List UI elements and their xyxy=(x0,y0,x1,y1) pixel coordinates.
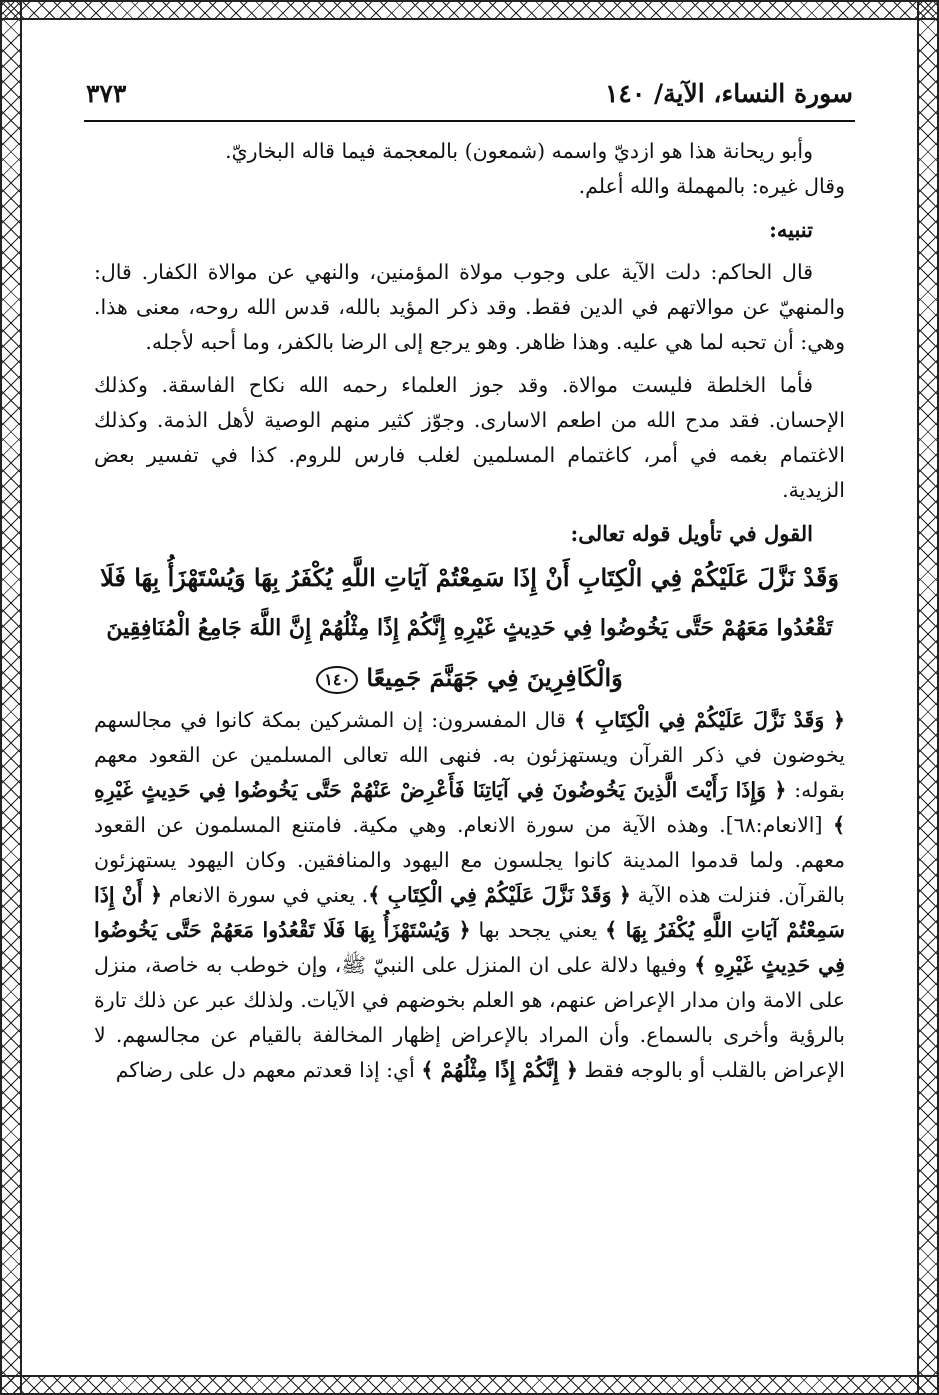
tafsir-text-4: يعني يجحد بها xyxy=(470,918,606,942)
verse-line-1: وَقَدْ نَزَّلَ عَلَيْكُمْ فِي الْكِتَابِ أَنْ إِذَا سَمِعْتُمْ آيَاتِ اللَّهِ يُكْفَرُ بِهَا وَيُسْتَهْزَأُ بِهَا فَلَا xyxy=(100,563,839,592)
tafsir-text-3: . يعني في سورة الانعام xyxy=(162,883,369,907)
quran-verse xyxy=(94,553,845,703)
tafsir-text-1: قال المفسرون: إن المشركين بمكة كانوا في مجالسهم يخوضون في ذكر القرآن ويستهزئون به. فنهى الله تعالى المسلمين عن القعود معهم بقوله: xyxy=(94,708,846,802)
ornamental-border-top xyxy=(0,0,939,20)
verse-line-3-text: وَالْكَافِرِينَ فِي جَهَنَّمَ جَمِيعًا xyxy=(366,663,623,692)
ornamental-border-bottom xyxy=(0,1375,939,1395)
quote-6: ﴿ إِنَّكُمْ إِذًا مِثْلُهُمْ ﴾ xyxy=(421,1058,578,1082)
surah-title: سورة النساء، الآية/ ١٤٠ xyxy=(605,79,853,108)
tafsir-text-5: وفيها دلالة على ان المنزل على النبيّ ﷺ، وإن خوطب به خاصة، منزل على الامة وان مدار الإعراض عنهم، هو العلم بخوضهم في الآيات. ولذلك عبر عن ذلك تارة بالرؤية وأخرى بالسماع. وأن المراد بالإعراض إظهار المخالفة بالقيام عن مجالسهم. لا الإعراض بالقلب أو بالوجه فقط xyxy=(94,953,845,1082)
tafsir-text-2: [الانعام:٦٨]. وهذه الآية من سورة الانعام. وهي مكية. فامتنع المسلمون عن القعود معهم. ولما قدموا المدينة كانوا يجلسون مع اليهود والمنافقين. وكان اليهود يستهزئون بالقرآن. فنزلت هذه الآية xyxy=(94,813,846,907)
page-number: ٣٧٣ xyxy=(86,79,127,108)
page-body xyxy=(94,134,845,1088)
tanbih-heading: تنبيه: xyxy=(769,217,813,242)
quote-5: ﴿ وَيُسْتَهْزَأُ بِهَا فَلَا تَقْعُدُوا مَعَهُمْ حَتَّى يَخُوضُوا فِي حَدِيثٍ غَيْرِهِ ﴾ xyxy=(94,918,845,977)
ornamental-border-right xyxy=(917,0,939,1395)
quote-4: ﴿ أَنْ إِذَا سَمِعْتُمْ آيَاتِ اللَّهِ يُكْفَرُ بِهَا ﴾ xyxy=(94,883,845,942)
paragraph-abu-rayhana: وأبو ريحانة هذا هو ازديّ واسمه (شمعون) بالمعجمة فيما قاله البخاريّ. xyxy=(225,139,813,163)
ornamental-border-left xyxy=(0,0,22,1395)
paragraph-tafsir xyxy=(94,703,845,1088)
quote-2: ﴿ وَإِذَا رَأَيْتَ الَّذِينَ يَخُوضُونَ فِي آيَاتِنَا فَأَعْرِضْ عَنْهُمْ حَتَّى يَخُوضُوا فِي حَدِيثٍ غَيْرِهِ ﴾ xyxy=(94,778,845,837)
ayah-number-marker: ١٤٠ xyxy=(316,666,358,694)
paragraph-other-opinion: وقال غيره: بالمهملة والله أعلم. xyxy=(578,174,845,198)
quote-1: ﴿ وَقَدْ نَزَّلَ عَلَيْكُمْ فِي الْكِتَابِ ﴾ xyxy=(574,708,846,732)
page-header xyxy=(86,64,853,108)
paragraph-khulta: فأما الخلطة فليست موالاة. وقد جوز العلماء رحمه الله نكاح الفاسقة. وكذلك الإحسان. فقد مدح الله من اطعم الاسارى. وجوّز كثير منهم الوصية لأهل الذمة. وكذلك الاغتمام بغمه في أمر، كاغتمام المسلمين لغلب فارس للروم. كذا في تفسير بعض الزيدية. xyxy=(94,373,845,502)
header-divider xyxy=(84,120,855,122)
tawil-heading: القول في تأويل قوله تعالى: xyxy=(570,521,813,546)
paragraph-hakim: قال الحاكم: دلت الآية على وجوب مولاة المؤمنين، والنهي عن موالاة الكفار. قال: والمنهيّ عن موالاتهم في الدين فقط. وقد ذكر المؤيد بالله، قدس الله روحه، معنى هذا. وهي: أن تحبه لما هي عليه. وهذا ظاهر. وهو يرجع إلى الرضا بالكفر، وما أحبه لأجله. xyxy=(94,260,845,354)
verse-line-3 xyxy=(94,653,845,703)
quote-3: ﴿ وَقَدْ نَزَّلَ عَلَيْكُمْ فِي الْكِتَابِ ﴾ xyxy=(368,883,631,907)
tafsir-text-6: أي: إذا قعدتم معهم دل على رضاكم xyxy=(115,1058,422,1082)
book-page xyxy=(24,22,915,1373)
verse-line-2: تَقْعُدُوا مَعَهُمْ حَتَّى يَخُوضُوا فِي حَدِيثٍ غَيْرِهِ إِنَّكُمْ إِذًا مِثْلُهُمْ إِنَّ اللَّهَ جَامِعُ الْمُنَافِقِينَ xyxy=(106,615,833,641)
